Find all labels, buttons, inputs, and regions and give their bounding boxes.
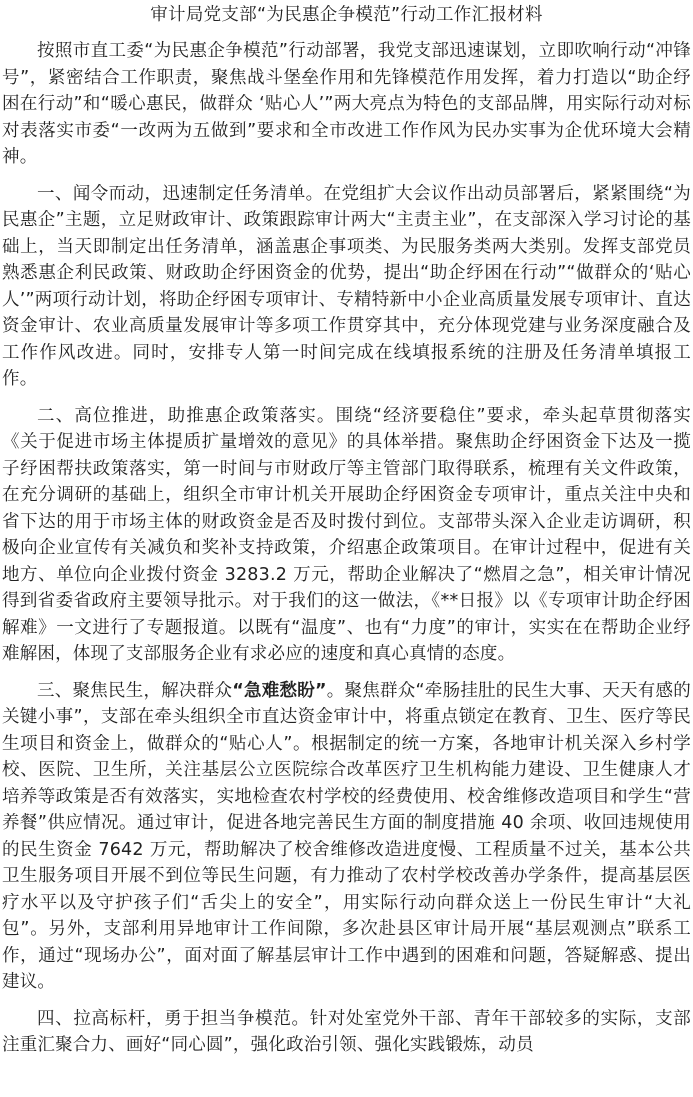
- section-3-bold-phrase: “急难愁盼”: [232, 680, 327, 701]
- paragraph-section-4: 四、拉高标杆，勇于担当争模范。针对处室党外干部、青年干部较多的实际，支部注重汇聚合力、画好“同心圆”，强化政治引领、强化实践锻炼，动员: [2, 1008, 691, 1055]
- paragraph-section-3: [2, 678, 691, 996]
- paragraph-section-1: 一、闻令而动，迅速制定任务清单。在党组扩大会议作出动员部署后，紧紧围绕“为民惠企”主题，立足财政审计、政策跟踪审计两大“主责主业”，在支部深入学习讨论的基础上，当天即制定出任务清单，涵盖惠企事项类、为民服务类两大类别。发挥支部党员熟悉惠企利民政策、财政助企纾困资金的优势，提出“助企纾困在行动”“做群众的‘贴心人’”两项行动计划，将助企纾困专项审计、专精特新中小企业高质量发展专项审计、直达资金审计、农业高质量发展审计等多项工作贯穿其中，充分体现党建与业务深度融合及工作作风改进。同时，安排专人第一时间完成在线填报系统的注册及任务清单填报工作。: [2, 183, 691, 389]
- paragraph-intro: 按照市直工委“为民惠企争模范”行动部署，我党支部迅速谋划，立即吹响行动“冲锋号”，紧密结合工作职责，聚焦战斗堡垒作用和先锋模范作用发挥，着力打造以“助企纾困在行动”和“暖心惠民，做群众 ‘贴心人’”两大亮点为特色的支部品牌，用实际行动对标对表落实市委“一改两为五做到”要求和全市改进工作作风为民办实事为企优环境大会精神。: [2, 41, 691, 167]
- document-title: 审计局党支部“为民惠企争模范”行动工作汇报材料: [150, 5, 543, 25]
- paragraph-section-2: 二、高位推进，助推惠企政策落实。围绕“经济要稳住”要求，牵头起草贯彻落实《关于促进市场主体提质扩量增效的意见》的具体举措。聚焦助企纾困资金下达及一揽子纾困帮扶政策落实，第一时间与市财政厅等主管部门取得联系，梳理有关文件政策，在充分调研的基础上，组织全市审计机关开展助企纾困资金专项审计，重点关注中央和省下达的用于市场主体的财政资金是否及时拨付到位。支部带头深入企业走访调研，积极向企业宣传有关减负和奖补支持政策，介绍惠企政策项目。在审计过程中，促进有关地方、单位向企业拨付资金 3283.2 万元，帮助企业解决了“燃眉之急”，相关审计情况得到省委省政府主要领导批示。对于我们的这一做法，《**日报》以《专项审计助企纾困解难》一文进行了专题报道。以既有“温度”、也有“力度”的审计，实实在在帮助企业纾难解困，体现了支部服务企业有求必应的速度和真心真情的态度。: [2, 405, 691, 664]
- section-3-lead: 三、聚焦民生，解决群众: [37, 680, 233, 701]
- section-3-body: 。聚焦群众“牵肠挂肚的民生大事、天天有感的关键小事”，支部在牵头组织全市直达资金审计中，将重点锁定在教育、卫生、医疗等民生项目和资金上，做群众的“贴心人”。根据制定的统一方案，各地审计机关深入乡村学校、医院、卫生所，关注基层公立医院综合改革医疗卫生机构能力建设、卫生健康人才培养等政策是否有效落实，实地检查农村学校的经费使用、校舍维修改造项目和学生“营养餐”供应情况。通过审计，促进各地完善民生方面的制度措施 40 余项、收回违规使用的民生资金 7642 万元，帮助解决了校舍维修改造进度慢、工程质量不过关，基本公共卫生服务项目开展不到位等民生问题，有力推动了农村学校改善办学条件，提高基层医疗水平以及守护孩子们“舌尖上的安全”，用实际行动向群众送上一份民生审计“大礼包”。另外，支部利用异地审计工作间隙，多次赴县区审计局开展“基层观测点”联系工作，通过“现场办公”，面对面了解基层审计工作中遇到的困难和问题，答疑解惑、提出建议。: [2, 680, 692, 992]
